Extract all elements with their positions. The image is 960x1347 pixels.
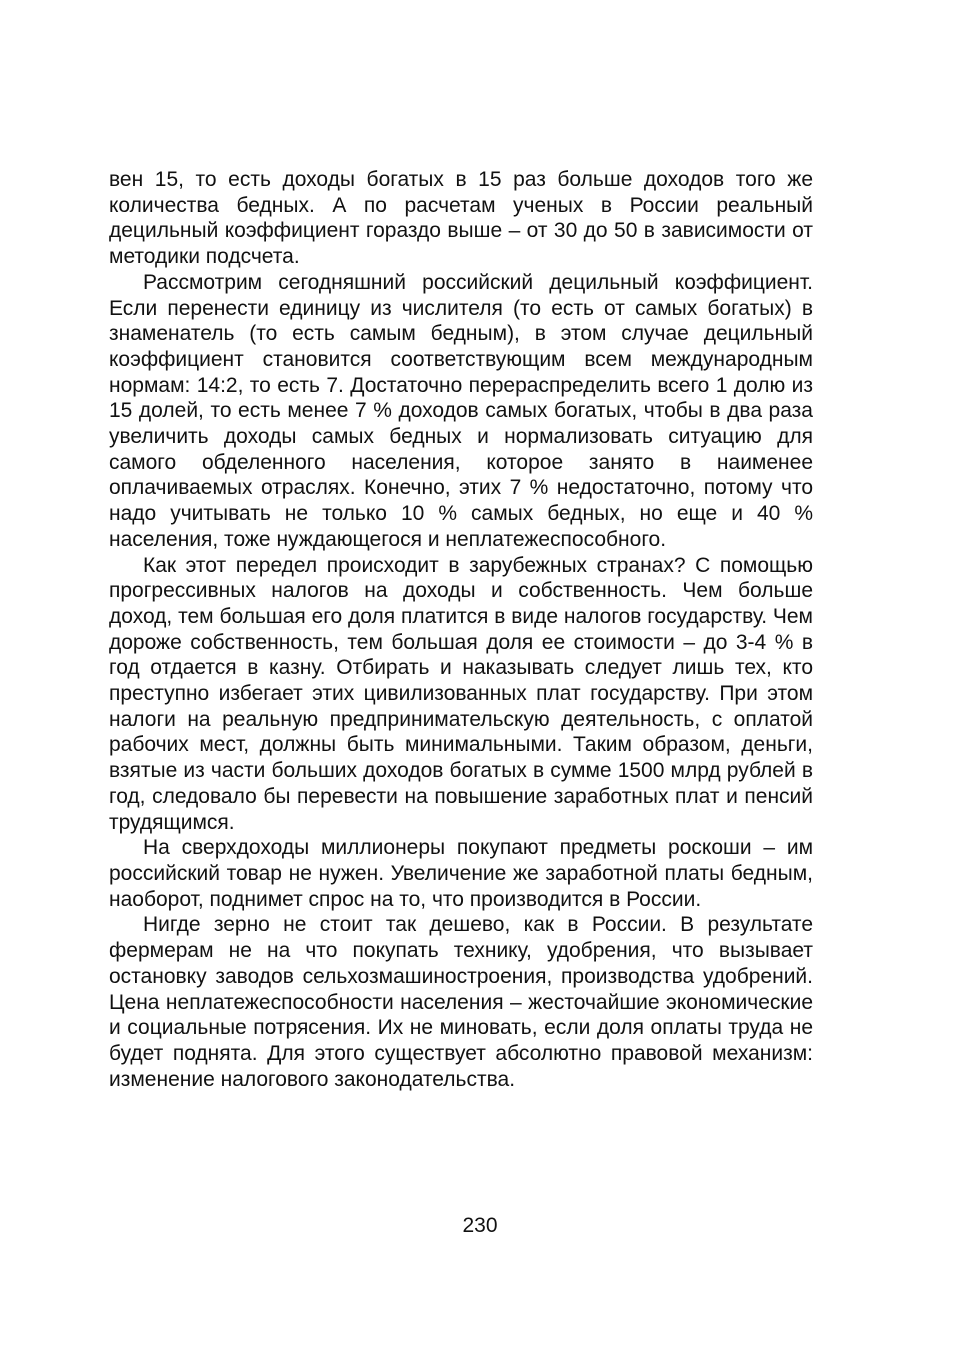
paragraph-continuation: вен 15, то есть доходы богатых в 15 раз больше доходов того же количества бедных. А по расчетам ученых в России реальный децильный коэффициент гораздо выше – от 30 до 50 в зависимости от методики подсчета. xyxy=(109,168,813,269)
paragraph-foreign-redistribution: Как этот передел происходит в зарубежных странах? С помощью прогрессивных налогов на доходы и собственность. Чем больше доход, тем большая его доля платится в виде налогов государству. Чем дороже собственность, тем большая доля ее стоимости – до 3-4 % в год отдается в казну. Отбирать и наказывать следует лишь тех, кто преступно избегает этих цивилизованных плат государству. При этом налоги на реальную предпринимательскую деятельность, с оплатой рабочих мест, должны быть минимальными. Таким образом, деньги, взятые из части больших доходов богатых в сумме 1500 млрд рублей в год, следовало бы перевести на повышение заработных плат и пенсий трудящимся. xyxy=(109,553,813,834)
paragraph-decile-coefficient: Рассмотрим сегодняшний российский децильный коэффициент. Если перенести единицу из числителя (то есть от самых богатых) в знаменатель (то есть самым бедным), в этом случае децильный коэффициент становится соответствующим всем международным нормам: 14:2, то есть 7. Достаточно перераспределить всего 1 долю из 15 долей, то есть менее 7 % доходов самых богатых, чтобы в два раза увеличить доходы самых бедных и нормализовать ситуацию для самого обделенного населения, которое занято в наименее оплачиваемых отраслях. Конечно, этих 7 % недостаточно, потому что надо учитывать не только 10 % самых бедных, но еще и 40 % населения, тоже нуждающегося и неплатежеспособного. xyxy=(109,270,813,551)
body-text xyxy=(109,167,813,1092)
page-number: 230 xyxy=(462,1214,498,1237)
paragraph-grain-prices: Нигде зерно не стоит так дешево, как в России. В результате фермерам не на что покупать технику, удобрения, что вызывает остановку заводов сельхозмашиностроения, производства удобрений. Цена неплатежеспособности населения – жесточайшие экономические и социальные потрясения. Их не миновать, если доля оплаты труда не будет поднята. Для этого существует абсолютно правовой механизм: изменение налогового законодательства. xyxy=(109,913,813,1091)
paragraph-superincome: На сверхдоходы миллионеры покупают предметы роскоши – им российский товар не нужен. Увеличение же заработной платы бедным, наоборот, поднимет спрос на то, что производится в России. xyxy=(109,836,813,911)
